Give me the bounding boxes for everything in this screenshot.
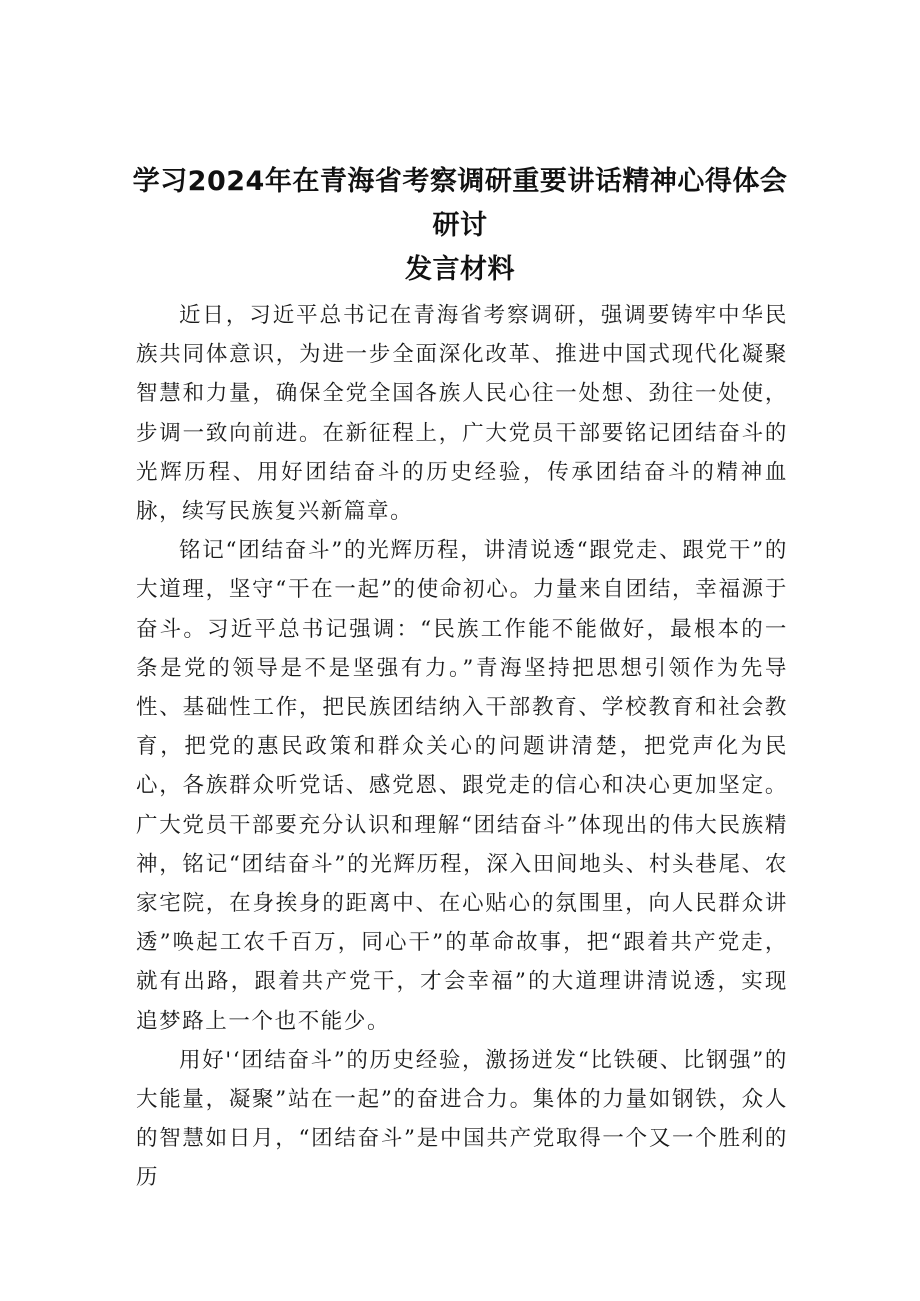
paragraph-3: 用好'‘团结奋斗”的历史经验，激扬迸发“比铁硬、比钢强”的大能量，凝聚”站在一起”的奋进合力。集体的力量如钢铁，众人的智慧如日月，“团结奋斗”是中国共产党取得一个又一个胜利的历 [136,1047,788,1191]
paragraph-2: 铭记“团结奋斗”的光辉历程，讲清说透“跟党走、跟党干”的大道理，坚守“干在一起”的使命初心。力量来自团结，幸福源于奋斗。习近平总书记强调：“民族工作能不能做好，最根本的一条是党的领导是不是坚强有力。”青海坚持把思想引领作为先导性、基础性工作，把民族团结纳入干部教育、学校教育和社会教育，把党的惠民政策和群众关心的问题讲清楚，把党声化为民心，各族群众听党话、感党恩、跟党走的信心和决心更加坚定。广大党员干部要充分认识和理解“团结奋斗”体现出的伟大民族精神，铭记“团结奋斗”的光辉历程，深入田间地头、村头巷尾、农家宅院，在身挨身的距离中、在心贴心的氛围里，向人民群众讲透”唤起工农千百万，同心干”的革命故事，把“跟着共产党走，就有出路，跟着共产党干，才会幸福”的大道理讲清说透，实现追梦路上一个也不能少。 [136,538,788,1034]
paragraph-1: 近日，习近平总书记在青海省考察调研，强调要铸牢中华民族共同体意识，为进一步全面深化改革、推进中国式现代化凝聚智慧和力量，确保全党全国各族人民心往一处想、劲往一处使，步调一致向前进。在新征程上，广大党员干部要铭记团结奋斗的光辉历程、用好团结奋斗的历史经验，传承团结奋斗的精神血脉，续写民族复兴新篇章。 [136,303,788,525]
document-title [120,160,800,292]
document-body [136,296,788,1198]
title-line-1: 学习2024年在青海省考察调研重要讲话精神心得体会研讨 [132,166,788,241]
title-line-2: 发言材料 [405,254,515,285]
